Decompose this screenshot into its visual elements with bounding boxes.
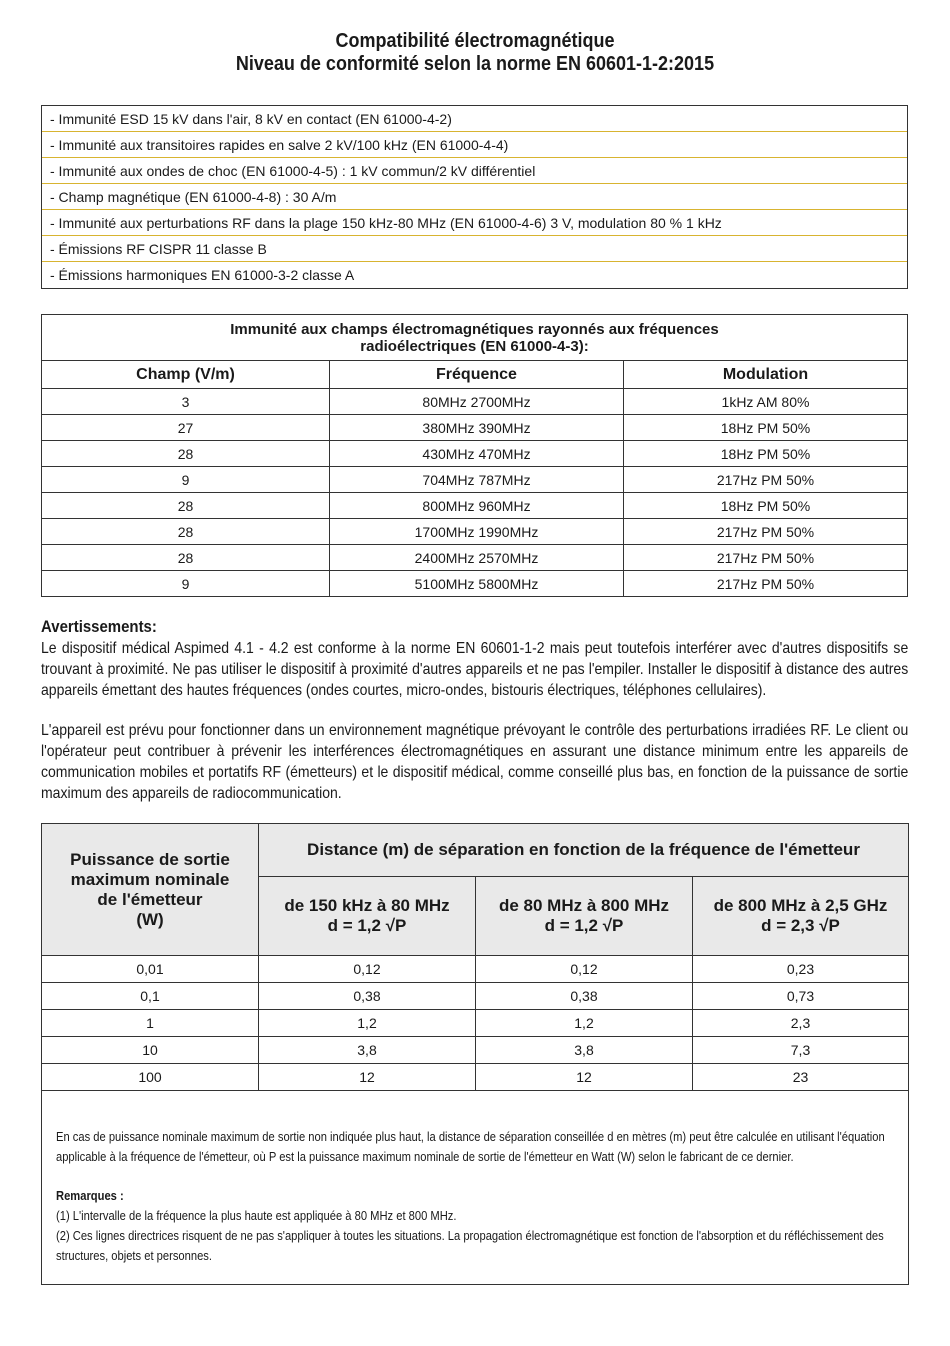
remark-1: (1) L'intervalle de la fréquence la plus haute est appliquée à 80 MHz et 800 MHz. [56, 1208, 457, 1223]
table-cell: 9 [42, 571, 330, 597]
power-header-line: Puissance de sortie [70, 849, 230, 869]
compliance-item: - Émissions RF CISPR 11 classe B [42, 236, 907, 262]
table-cell: 18Hz PM 50% [624, 441, 908, 467]
band-header [259, 877, 476, 956]
table-row [42, 493, 908, 519]
power-header-line: (W) [136, 909, 164, 929]
table-cell: 28 [42, 545, 330, 571]
power-header-line: de l'émetteur [97, 889, 203, 909]
table-row [42, 389, 908, 415]
caption-line-2: radioélectriques (EN 61000-4-3): [360, 337, 589, 355]
distance-table-box [41, 823, 909, 1285]
compliance-item: - Immunité aux transitoires rapides en salve 2 kV/100 kHz (EN 61000-4-4) [42, 132, 907, 158]
band-header [476, 877, 693, 956]
table-cell: 23 [693, 1064, 909, 1091]
table-row [42, 1037, 908, 1064]
table-cell: 0,12 [259, 956, 476, 983]
immunity-table-caption [42, 315, 908, 361]
warnings-paragraph-1: Le dispositif médical Aspimed 4.1 - 4.2 est conforme à la norme EN 60601-1-2 mais peut toutefois interférer avec d'autres dispositifs se trouvant à proximité. Ne pas utiliser le dispositif à proximité d'autres appareils et ne pas l'empiler. Installer le dispositif à distance des autres appareils émettant des hautes fréquences (ondes courtes, micro-ondes, bistouris électriques, téléphones cellulaires). [41, 640, 909, 699]
table-row [42, 467, 908, 493]
band-header [693, 877, 909, 956]
caption-line-1: Immunité aux champs électromagnétiques rayonnés aux fréquences [230, 320, 719, 338]
table-row [42, 1010, 908, 1037]
table-cell: 27 [42, 415, 330, 441]
distance-table [42, 824, 908, 1091]
band-formula: d = 1,2 √P [544, 916, 624, 935]
table-row [42, 983, 908, 1010]
table-row [42, 415, 908, 441]
distance-note: En cas de puissance nominale maximum de sortie non indiquée plus haut, la distance de séparation conseillée d en mètres (m) peut être calculée en utilisant l'équation applicable à la fréquence de l'émetteur, où P est la puissance maximum nominale de sortie de l'émetteur en Watt (W) selon le fabricant de ce dernier. [56, 1129, 885, 1164]
table-cell: 12 [259, 1064, 476, 1091]
table-cell: 0,73 [693, 983, 909, 1010]
remark-2: (2) Ces lignes directrices risquent de ne pas s'appliquer à toutes les situations. La propagation électromagnétique est fonction de l'absorption et du réfléchissement des structures, objets et personnes. [56, 1228, 884, 1263]
table-cell: 28 [42, 493, 330, 519]
title-line-2: Niveau de conformité selon la norme EN 60601-1-2:2015 [235, 53, 715, 75]
table-row [42, 441, 908, 467]
table-cell: 0,38 [259, 983, 476, 1010]
table-cell: 9 [42, 467, 330, 493]
table-cell: 217Hz PM 50% [624, 467, 908, 493]
table-cell: 18Hz PM 50% [624, 415, 908, 441]
distance-header: Distance (m) de séparation en fonction de la fréquence de l'émetteur [259, 824, 909, 877]
immunity-table [41, 314, 908, 597]
table-cell: 430MHz 470MHz [330, 441, 624, 467]
compliance-item: - Immunité aux ondes de choc (EN 61000-4-5) : 1 kV commun/2 kV différentiel [42, 158, 907, 184]
remarks-title: Remarques : [56, 1188, 124, 1203]
power-header [42, 824, 259, 956]
table-cell: 3,8 [476, 1037, 693, 1064]
table-cell: 28 [42, 441, 330, 467]
table-cell: 800MHz 960MHz [330, 493, 624, 519]
table-row [42, 571, 908, 597]
remarks [56, 1186, 895, 1266]
table-cell: 217Hz PM 50% [624, 571, 908, 597]
table-cell: 100 [42, 1064, 259, 1091]
table-cell: 3,8 [259, 1037, 476, 1064]
band-formula: d = 2,3 √P [761, 916, 840, 935]
warnings-paragraph-2: L'appareil est prévu pour fonctionner dans un environnement magnétique prévoyant le contrôle des perturbations irradiées RF. Le client ou l'opérateur peut contribuer à prévenir les interférences électromagnétiques en assurant une distance minimum entre les appareils de communication mobiles et portatifs RF (émetteurs) et le dispositif médical, comme conseillé plus bas, en fonction de la puissance de sortie maximum des appareils de radiocommunication. [41, 722, 909, 802]
band-range: de 80 MHz à 800 MHz [498, 896, 670, 915]
table-cell: 1 [42, 1010, 259, 1037]
column-header: Fréquence [330, 361, 624, 389]
table-cell: 3 [42, 389, 330, 415]
table-cell: 0,12 [476, 956, 693, 983]
table-row [42, 956, 908, 983]
table-cell: 5100MHz 5800MHz [330, 571, 624, 597]
warnings-title: Avertissements: [41, 617, 157, 636]
table-cell: 0,38 [476, 983, 693, 1010]
table-cell: 0,01 [42, 956, 259, 983]
table-cell: 28 [42, 519, 330, 545]
page-title [48, 30, 903, 76]
table-cell: 0,1 [42, 983, 259, 1010]
power-header-line: maximum nominale [70, 869, 230, 889]
band-range: de 150 kHz à 80 MHz [284, 896, 450, 915]
table-cell: 380MHz 390MHz [330, 415, 624, 441]
table-cell: 10 [42, 1037, 259, 1064]
table-cell: 1,2 [259, 1010, 476, 1037]
table-cell: 2,3 [693, 1010, 909, 1037]
compliance-item: - Émissions harmoniques EN 61000-3-2 classe A [50, 267, 355, 283]
table-row [42, 1064, 908, 1091]
title-line-1: Compatibilité électromagnétique [335, 30, 615, 52]
compliance-item: - Champ magnétique (EN 61000-4-8) : 30 A/m [42, 184, 907, 210]
compliance-item: - Immunité ESD 15 kV dans l'air, 8 kV en contact (EN 61000-4-2) [42, 106, 907, 132]
table-cell: 217Hz PM 50% [624, 545, 908, 571]
table-cell: 1kHz AM 80% [624, 389, 908, 415]
column-header: Champ (V/m) [42, 361, 330, 389]
table-cell: 12 [476, 1064, 693, 1091]
band-range: de 800 MHz à 2,5 GHz [713, 896, 888, 915]
table-cell: 7,3 [693, 1037, 909, 1064]
compliance-list [41, 105, 908, 289]
band-formula: d = 1,2 √P [327, 916, 407, 935]
column-header: Modulation [624, 361, 908, 389]
table-cell: 704MHz 787MHz [330, 467, 624, 493]
table-row [42, 545, 908, 571]
table-row [42, 519, 908, 545]
table-cell: 1,2 [476, 1010, 693, 1037]
table-cell: 2400MHz 2570MHz [330, 545, 624, 571]
table-cell: 1700MHz 1990MHz [330, 519, 624, 545]
table-cell: 0,23 [693, 956, 909, 983]
compliance-item: - Immunité aux perturbations RF dans la plage 150 kHz-80 MHz (EN 61000-4-6) 3 V, modulation 80 % 1 kHz [42, 210, 907, 236]
table-cell: 18Hz PM 50% [624, 493, 908, 519]
table-cell: 80MHz 2700MHz [330, 389, 624, 415]
table-cell: 217Hz PM 50% [624, 519, 908, 545]
